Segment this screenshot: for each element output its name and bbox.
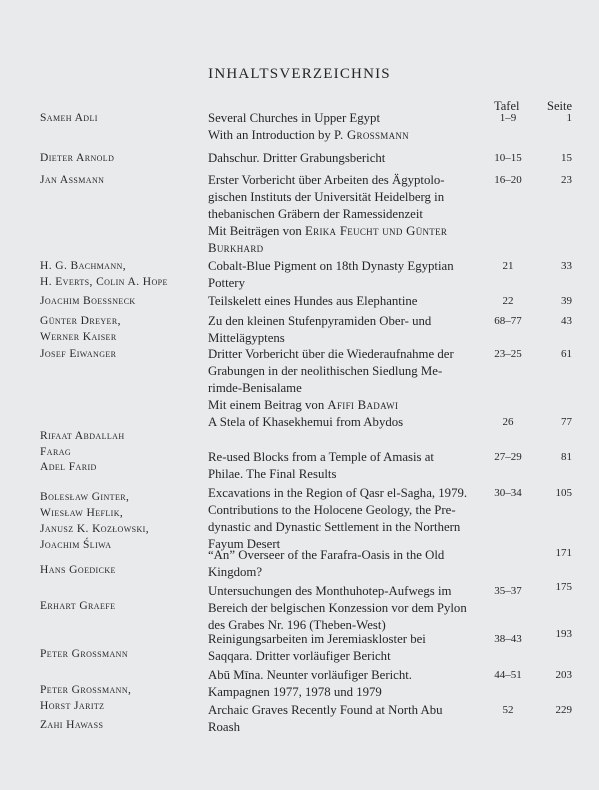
tafel-number: 52 [502,704,514,716]
title-line: Abū Mīna. Neunter vorläufiger Bericht. [208,668,412,682]
title-line: Philae. The Final Results [208,467,337,481]
title-line: Dritter Vorbericht über die Wiederaufnahme der [208,347,454,361]
page-number: 33 [561,260,572,272]
page-number: 175 [555,581,572,593]
author-name: Josef Eiwanger [40,348,117,360]
entry-title [208,583,476,634]
author-name: H. G. Bachmann, [40,260,126,272]
author-name: H. Everts, Colin A. Hope [40,276,168,288]
title-line: With an Introduction by P. Grossmann [208,128,409,142]
title-line: Mittelägyptens [208,331,285,345]
tafel-number: 27–29 [494,451,522,463]
page-number: 193 [555,628,572,640]
title-line: “An” Overseer of the Farafra-Oasis in the Old [208,548,445,562]
title-line: Untersuchungen des Monthuhotep-Aufwegs im [208,584,452,598]
title-line: gischen Instituts der Universität Heidelberg in [208,190,445,204]
author-name: Wiesław Heflik, [40,507,124,519]
entry-title [208,293,476,310]
tafel-number: 26 [502,416,514,428]
title-line: thebanischen Gräbern der Ramessidenzeit [208,207,423,221]
title-line: Cobalt-Blue Pigment on 18th Dynasty Egyptian [208,259,454,273]
page-number: 1 [566,112,572,124]
tafel-number: 23–25 [494,348,522,360]
title-line: Zu den kleinen Stufenpyramiden Ober- und [208,314,432,328]
title-line: Bereich der belgischen Konzession vor dem Pylon [208,601,467,615]
page-title: INHALTSVERZEICHNIS [208,66,391,82]
title-line: Archaic Graves Recently Found at North Abu [208,703,443,717]
title-line: Several Churches in Upper Egypt [208,111,381,125]
title-line: Contributions to the Holocene Geology, the Pre- [208,503,456,517]
title-line: A Stela of Khasekhemui from Abydos [208,415,404,429]
entry-title [208,631,476,665]
entry-authors [40,489,205,553]
entry-authors [40,110,205,126]
page-number: 23 [561,174,572,186]
title-line: Mit einem Beitrag von Afifi Badawi [208,398,399,412]
entry-authors [40,459,205,475]
title-line: Kampagnen 1977, 1978 und 1979 [208,685,382,699]
tafel-number: 10–15 [494,152,522,164]
column-header-seite: Seite [547,99,572,113]
author-name: Peter Grossmann [40,648,129,660]
title-line: Grabungen in der neolithischen Siedlung Me- [208,364,443,378]
page-number: 77 [561,416,572,428]
title-line: Re-used Blocks from a Temple of Amasis at [208,450,434,464]
tafel-number: 68–77 [494,315,522,327]
entry-authors [40,313,205,345]
author-name: Joachim Boessneck [40,295,136,307]
page-number: 39 [561,295,572,307]
entry-title [208,414,476,431]
title-line: Dahschur. Dritter Grabungsbericht [208,151,386,165]
tafel-number: 21 [502,260,514,272]
entry-authors [40,172,205,188]
entry-authors [40,646,205,662]
tafel-number: 30–34 [494,487,522,499]
author-name: Erhart Graefe [40,600,116,612]
page-number: 81 [561,451,572,463]
author-name: Adel Farid [40,461,97,473]
author-name: Joachim Śliwa [40,539,112,551]
tafel-number: 38–43 [494,633,522,645]
entry-authors [40,428,205,460]
author-name: Bolesław Ginter, [40,491,130,503]
title-line: Kingdom? [208,565,263,579]
entry-authors [40,562,205,578]
title-line: Roash [208,720,240,734]
title-line: rimde-Benisalame [208,381,302,395]
tafel-number: 1–9 [499,112,517,124]
entry-title [208,485,476,553]
author-name: Hans Goedicke [40,564,116,576]
tafel-number: 16–20 [494,174,522,186]
entry-authors [40,717,205,733]
entry-title [208,172,476,257]
page-number: 203 [555,669,572,681]
author-name: Zahi Hawass [40,719,104,731]
entry-title [208,313,476,347]
title-line: Fayum Desert [208,537,281,551]
author-name: Horst Jaritz [40,700,105,712]
page-number: 15 [561,152,572,164]
title-line: Erster Vorbericht über Arbeiten des Ägyptolo- [208,173,445,187]
author-name: Rifaat Abdallah [40,430,125,442]
title-line: Pottery [208,276,245,290]
title-line: Excavations in the Region of Qasr el-Sagha, 1979. [208,486,468,500]
title-line: des Grabes Nr. 196 (Theben-West) [208,618,386,632]
title-line: Saqqara. Dritter vorläufiger Bericht [208,649,391,663]
title-line: Reinigungsarbeiten im Jeremiaskloster bei [208,632,426,646]
page-number: 43 [561,315,572,327]
column-header-tafel: Tafel [494,99,520,113]
tafel-number: 22 [502,295,514,307]
entry-title [208,449,476,483]
entry-authors [40,150,205,166]
entry-authors [40,293,205,309]
entry-authors [40,346,205,362]
page-number: 229 [555,704,572,716]
entry-title [208,702,476,736]
entry-title [208,110,476,144]
title-line: Mit Beiträgen von Erika Feucht und Günter [208,224,448,238]
title-line: dynastic and Dynastic Settlement in the Northern [208,520,461,534]
entry-authors [40,598,205,614]
title-line: Burkhard [208,241,264,255]
tafel-number: 35–37 [494,585,522,597]
entry-title [208,258,476,292]
entry-authors [40,682,205,714]
author-name: Jan Assmann [40,174,105,186]
page-number: 105 [555,487,572,499]
author-name: Günter Dreyer, [40,315,121,327]
author-name: Farag [40,446,72,458]
author-name: Peter Grossmann, [40,684,132,696]
title-line: Teilskelett eines Hundes aus Elephantine [208,294,418,308]
entry-authors [40,258,205,290]
entry-title [208,547,476,581]
author-name: Dieter Arnold [40,152,115,164]
entry-title [208,667,476,701]
entry-title [208,346,476,414]
page-number: 171 [555,547,572,559]
entry-title [208,150,476,167]
tafel-number: 44–51 [494,669,522,681]
author-name: Janusz K. Kozłowski, [40,523,150,535]
author-name: Sameh Adli [40,112,98,124]
page-number: 61 [561,348,572,360]
author-name: Werner Kaiser [40,331,117,343]
